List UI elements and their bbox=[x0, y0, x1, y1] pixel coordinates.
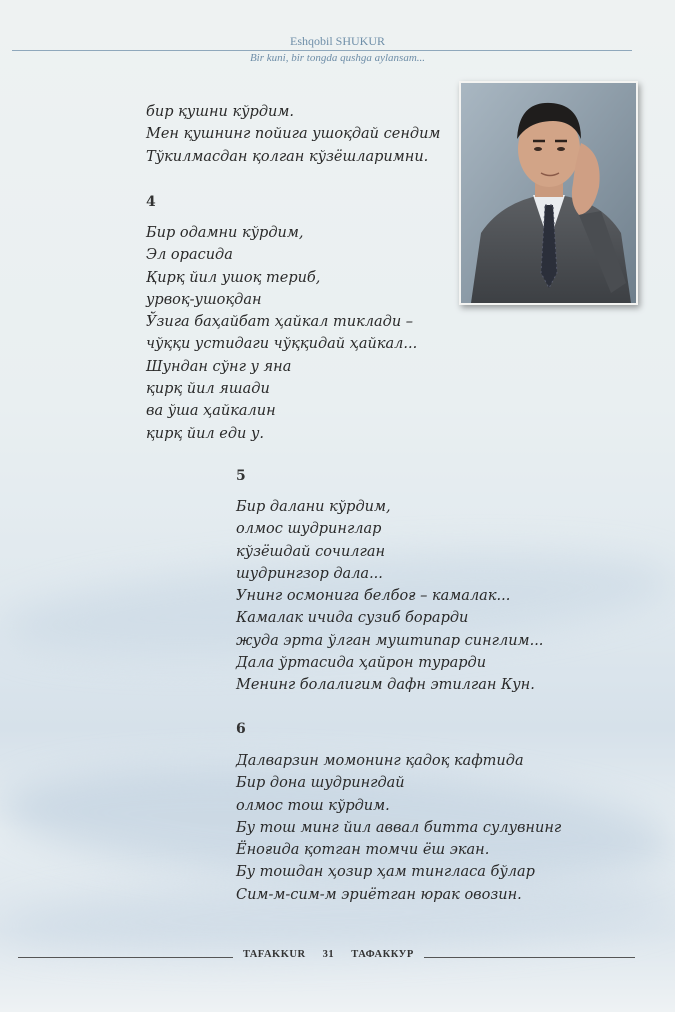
portrait-image bbox=[461, 83, 636, 303]
poem-line: Мен қушнинг пойига ушоқдай сендим bbox=[146, 126, 441, 143]
poem-line: Шундан сўнг у яна bbox=[146, 358, 292, 375]
poem-line: Тўкилмасдан қолган кўзёшларимни. bbox=[146, 148, 429, 165]
footer-journal-cyrillic: ТАФАККУР bbox=[351, 949, 414, 960]
page-footer bbox=[0, 948, 675, 966]
poem-line: Ёноғида қотган томчи ёш экан. bbox=[236, 842, 490, 859]
stanza-5 bbox=[236, 496, 543, 697]
poem-line: Бир одамни кўрдим, bbox=[146, 225, 304, 241]
poem-line: Далварзин момонинг қадоқ кафтида bbox=[236, 753, 524, 769]
poem-line: Дала ўртасида ҳайрон турарди bbox=[236, 655, 487, 672]
poem-line: қирқ йил яшади bbox=[146, 381, 270, 398]
poem-line: олмос шудринглар bbox=[236, 521, 382, 538]
footer-text bbox=[243, 949, 428, 960]
poem-line: Бир дона шудрингдай bbox=[236, 775, 405, 792]
poem-line: Менинг болалигим дафн этилган Кун. bbox=[236, 677, 535, 694]
poem-line: шудрингзор дала... bbox=[236, 565, 383, 582]
poem-line: урвоқ-ушоқдан bbox=[146, 291, 262, 308]
footer-rule-left bbox=[18, 957, 233, 958]
poem-line: кўзёшдай сочилган bbox=[236, 543, 386, 560]
header-author: Eshqobil SHUKUR bbox=[289, 34, 385, 48]
poem-line: Ўзига баҳайбат ҳайкал тиклади – bbox=[146, 314, 414, 331]
poem-line: Қирқ йил ушоқ териб, bbox=[146, 269, 321, 286]
footer-rule-right bbox=[424, 957, 635, 958]
poem-line: Эл орасида bbox=[146, 247, 233, 264]
stanza-number-5: 5 bbox=[236, 468, 246, 484]
poem-line: қирқ йил еди у. bbox=[146, 425, 265, 442]
author-portrait-photo bbox=[459, 81, 638, 305]
stanza-4 bbox=[146, 222, 417, 445]
header-divider bbox=[12, 50, 632, 51]
stanza-3-ending bbox=[146, 101, 440, 168]
footer-journal-latin: TAFAKKUR bbox=[243, 949, 306, 960]
page-number: 31 bbox=[322, 949, 335, 960]
header-subtitle: Bir kuni, bir tongda qushga aylansam... bbox=[249, 52, 426, 64]
poem-line: бир қушни кўрдим. bbox=[146, 104, 295, 120]
running-header bbox=[0, 34, 675, 64]
stanza-number-4: 4 bbox=[146, 194, 156, 210]
stanza-number-6: 6 bbox=[236, 721, 246, 737]
poem-line: Унинг осмонига белбоғ – камалак... bbox=[236, 588, 511, 605]
poem-line: Бу тош минг йил аввал битта сулувнинг bbox=[236, 819, 562, 836]
poem-line: жуда эрта ўлган муштипар синглим... bbox=[236, 632, 544, 649]
poem-line: чўққи устидаги чўққидай ҳайкал... bbox=[146, 336, 418, 353]
poem-line: Сим-м-сим-м эриётган юрак овозин. bbox=[236, 886, 522, 903]
poem-line: Бир далани кўрдим, bbox=[236, 499, 391, 515]
poem-line: Камалак ичида сузиб борарди bbox=[236, 610, 469, 627]
poem-line: олмос тош кўрдим. bbox=[236, 797, 390, 814]
poem-line: Бу тошдан ҳозир ҳам тингласа бўлар bbox=[236, 864, 535, 881]
stanza-6 bbox=[236, 750, 561, 906]
poem-line: ва ўша ҳайкалин bbox=[146, 403, 276, 420]
